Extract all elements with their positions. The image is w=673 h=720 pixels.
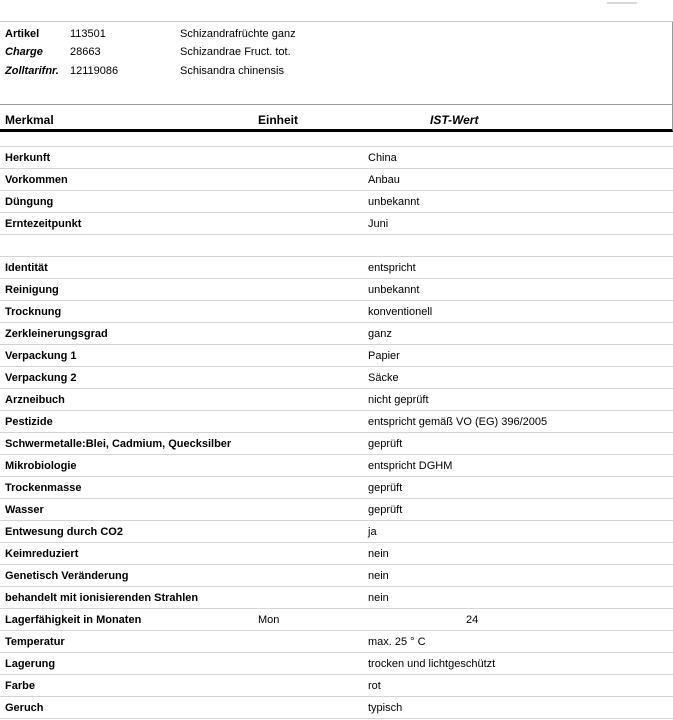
table-row [0, 191, 673, 213]
spacer-middle [0, 235, 673, 257]
row-label: Trockenmasse [5, 482, 82, 494]
row-value: nein [368, 592, 389, 604]
table-row-shelf-life [0, 609, 673, 631]
row-value: geprüft [368, 482, 403, 494]
row-label: Keimreduziert [5, 548, 79, 560]
row-label: behandelt mit ionisierenden Strahlen [5, 592, 199, 604]
article-name: Schizandrafrüchte ganz [180, 28, 296, 40]
spacer-top [0, 132, 673, 147]
row-value: entspricht DGHM [368, 460, 453, 472]
row-label: Erntezeitpunkt [5, 218, 82, 230]
article-label: Artikel [5, 28, 40, 40]
column-ist-wert: IST-Wert [430, 113, 479, 127]
top-margin [0, 0, 673, 22]
row-label: Verpackung 2 [5, 372, 77, 384]
table-row [0, 301, 673, 323]
row-value: entspricht [368, 262, 416, 274]
table-row [0, 433, 673, 455]
row-label: Vorkommen [5, 174, 68, 186]
table-row [0, 323, 673, 345]
row-label: Wasser [5, 504, 44, 516]
row-label: Verpackung 1 [5, 350, 77, 362]
table-row [0, 213, 673, 235]
table-row [0, 543, 673, 565]
table-row [0, 411, 673, 433]
row-label: Trocknung [5, 306, 62, 318]
row-value: Anbau [368, 174, 400, 186]
table-row [0, 521, 673, 543]
row-value: rot [368, 680, 381, 692]
row-label: Arzneibuch [5, 394, 65, 406]
table-row [0, 169, 673, 191]
table-row [0, 345, 673, 367]
row-label: Herkunft [5, 152, 51, 164]
row-value: typisch [368, 702, 403, 714]
row-label: Düngung [5, 196, 54, 208]
table-row [0, 389, 673, 411]
row-value: unbekannt [368, 284, 420, 296]
row-value: China [368, 152, 397, 164]
row-label: Genetisch Veränderung [5, 570, 129, 582]
table-row [0, 147, 673, 169]
tariff-name: Schisandra chinensis [180, 65, 284, 77]
table-row [0, 653, 673, 675]
column-merkmal: Merkmal [5, 113, 54, 127]
table-row [0, 697, 673, 719]
table-row [0, 631, 673, 653]
row-label: Identität [5, 262, 48, 274]
top-mark [607, 2, 637, 4]
row-value: geprüft [368, 504, 403, 516]
article-number: 113501 [70, 28, 106, 40]
table-row [0, 455, 673, 477]
row-value: Juni [368, 218, 389, 230]
column-header [0, 105, 673, 132]
row-value: max. 25 ° C [368, 636, 426, 648]
row-value: trocken und lichtgeschützt [368, 658, 496, 670]
row-value: nein [368, 548, 389, 560]
row-value: Säcke [368, 372, 399, 384]
row-label: Entwesung durch CO2 [5, 526, 123, 538]
row-unit: Mon [258, 614, 280, 626]
row-label: Mikrobiologie [5, 460, 77, 472]
row-label: Zerkleinerungsgrad [5, 328, 108, 340]
row-label: Lagerfähigkeit in Monaten [5, 614, 142, 626]
row-label: Lagerung [5, 658, 56, 670]
row-label: Farbe [5, 680, 35, 692]
table-row [0, 587, 673, 609]
table-row [0, 257, 673, 279]
charge-label: Charge [5, 46, 43, 58]
tariff-label: Zolltarifnr. [5, 65, 59, 77]
table-row [0, 279, 673, 301]
row-value: ganz [368, 328, 392, 340]
row-label: Pestizide [5, 416, 53, 428]
charge-number: 28663 [70, 46, 101, 58]
column-einheit: Einheit [258, 113, 299, 127]
row-value: entspricht gemäß VO (EG) 396/2005 [368, 416, 548, 428]
row-value: ja [368, 526, 377, 538]
table-row [0, 675, 673, 697]
row-value: unbekannt [368, 196, 420, 208]
charge-name: Schizandrae Fruct. tot. [180, 46, 291, 58]
document-header [0, 22, 673, 105]
table-row [0, 367, 673, 389]
row-value: nicht geprüft [368, 394, 429, 406]
table-row [0, 565, 673, 587]
row-value: Papier [368, 350, 400, 362]
table-row [0, 499, 673, 521]
row-label: Geruch [5, 702, 44, 714]
row-value: konventionell [368, 306, 433, 318]
row-label: Temperatur [5, 636, 65, 648]
row-value: 24 [466, 614, 479, 626]
table-row [0, 477, 673, 499]
row-value: nein [368, 570, 389, 582]
row-label: Schwermetalle:Blei, Cadmium, Quecksilber [5, 438, 232, 450]
row-label: Reinigung [5, 284, 59, 296]
row-value: geprüft [368, 438, 403, 450]
tariff-number: 12119086 [70, 65, 119, 77]
